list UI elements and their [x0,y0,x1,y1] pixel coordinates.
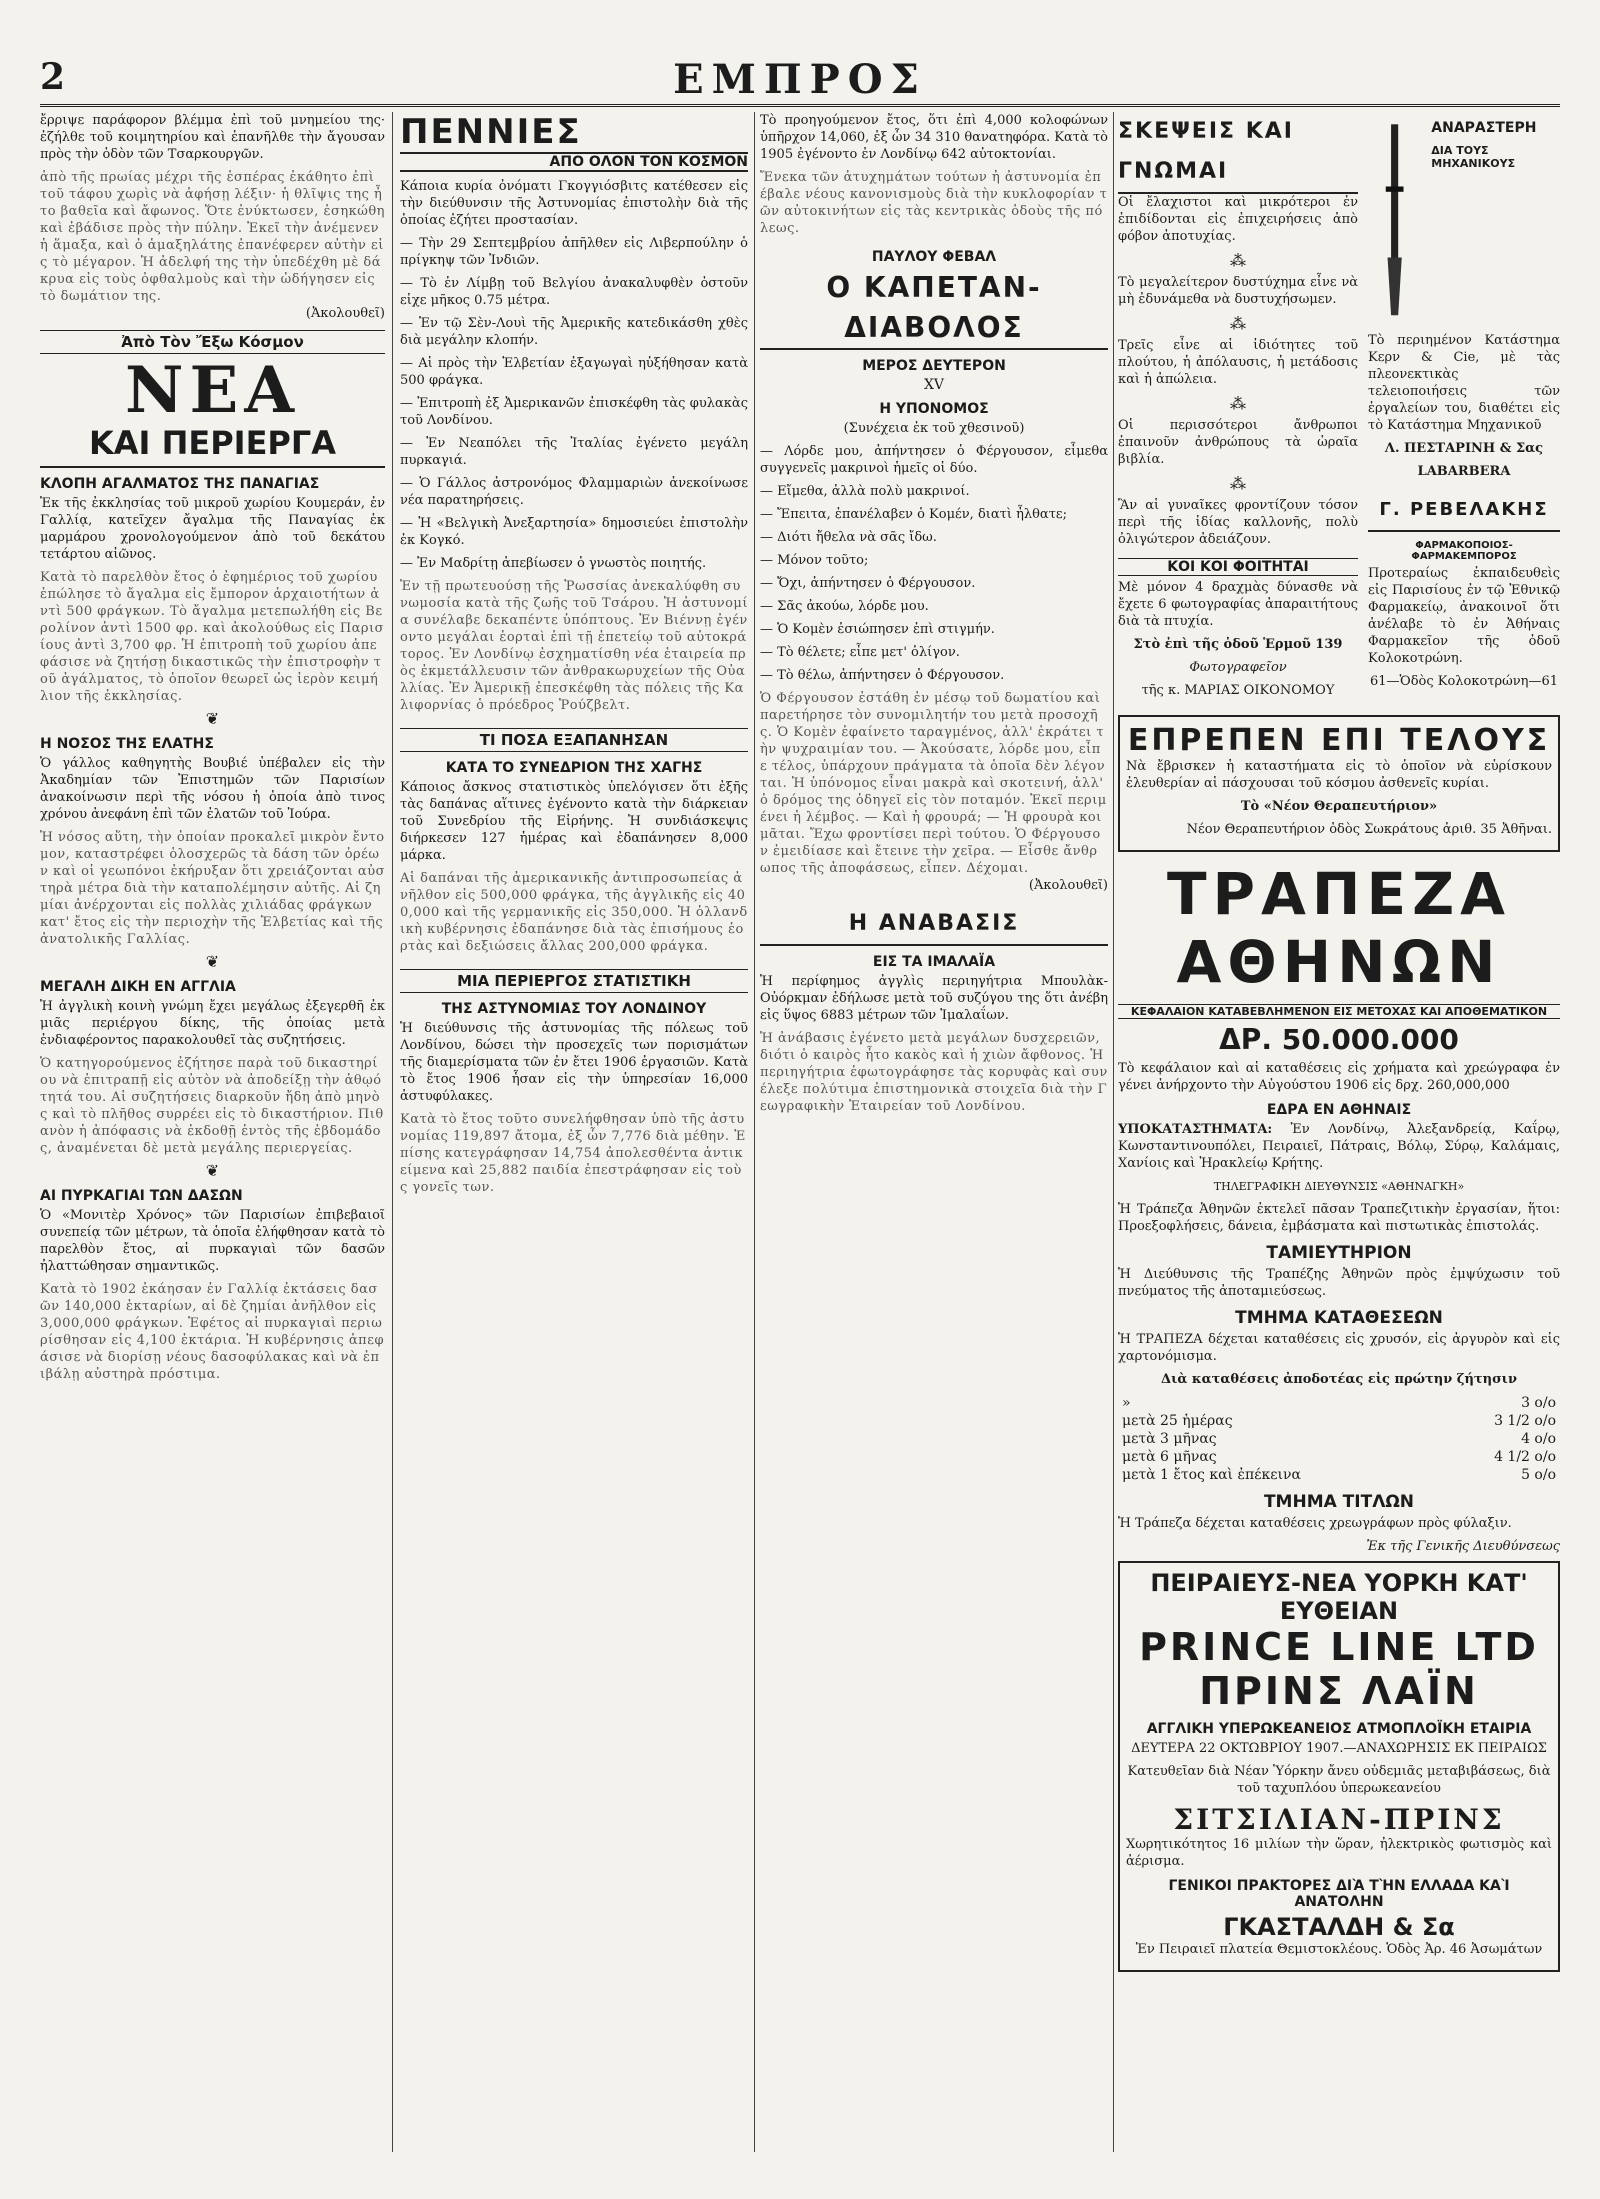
asterism-icon: ⁂ [1230,394,1246,413]
column-rule [754,112,755,2152]
dialogue-line: — Ὁ Κομὲν ἐσιώπησεν ἐπὶ στιγμήν. [760,622,995,637]
section-subheading: ΑΠΟ ΟΛΟΝ ΤΟΝ ΚΟΣΜΟΝ [400,154,748,172]
table-row: μετὰ 3 μῆνας 4 ο/ο [1122,1431,1556,1447]
lead-text: Τὸ προηγούμενον ἔτος, ὅτι ἐπὶ 4,000 κολοφώνων ὑπῆρχον 14,060, ἐξ ὧν 34 310 θανατηφόρα. Κατὰ τὸ 1905 ἐγένοντο ἐν Λονδίνῳ 642 αὐτοκτονίαι. [760,113,1108,162]
ornament-icon: ❦ [205,952,220,971]
ship-text: Χωρητικότητος 16 μιλίων τὴν ὥραν, ἠλεκτρικὸς φωτισμὸς καὶ ἀέρισμα. [1126,1837,1552,1869]
clinic-name: Τὸ «Νέον Θεραπευτήριον» [1240,799,1438,814]
table-row: μετὰ 6 μῆνας 4 1/2 ο/ο [1122,1449,1556,1465]
dialogue-line: — Λόρδε μου, ἀπήντησεν ὁ Φέργουσον, εἶμεθα συγγενεῖς μακρινοὶ ἡμεῖς οἱ δύο. [760,444,1108,476]
column-4 [1118,112,1560,2162]
column-1 [40,112,385,2162]
news-item: — Αἱ πρὸς τὴν Ἑλβετίαν ἐξαγωγαὶ ηὐξήθησαν κατὰ 500 φράγκα. [400,356,748,388]
item-heading: ΜΕΓΑΛΗ ΔΙΚΗ ΕΝ ΑΓΓΛΙΑ [40,979,236,995]
line-date: ΔΕΥΤΕΡΑ 22 ΟΚΤΩΒΡΙΟΥ 1907.—ΑΝΑΧΩΡΗΣΙΣ ΕΚ ΠΕΙΡΑΙΩΣ [1131,1741,1547,1756]
thoughts-heading: ΣΚΕΨΕΙΣ ΚΑΙ ΓΝΩΜΑΙ [1118,112,1358,194]
column-rule [392,112,393,2152]
rates-label: Διὰ καταθέσεις ἀποδοτέας εἰς πρώτην ζήτησιν [1161,1372,1517,1387]
dialogue-line: — Μόνον τοῦτο; [760,553,869,568]
titles-sign: Ἐκ τῆς Γενικῆς Διευθύνσεως [1366,1539,1560,1554]
agents-name: ΓΚΑΣΤΑΛΔΗ & Σα [1223,1913,1455,1941]
thoughts-box [1118,112,1358,705]
bank-title: ΤΡΑΠΕΖΑ ΑΘΗΝΩΝ [1166,860,1512,996]
table-row: » 3 ο/ο [1122,1395,1556,1411]
asterism-icon: ⁂ [1230,314,1246,333]
section-heading: ΠΕΝΝΙΕΣ [400,112,748,154]
page-number: 2 [40,56,66,98]
section-subheading: ΤΗΣ ΑΣΤΥΝΟΜΙΑΣ ΤΟΥ ΛΟΝΔΙΝΟΥ [441,1001,707,1017]
ornament-icon: ❦ [205,1161,220,1180]
news-item: — Ἐπιτροπὴ ἐξ Ἀμερικανῶν ἐπισκέφθη τὰς φυλακὰς τοῦ Λονδίνου. [400,396,748,428]
savings-heading: ΤΑΜΙΕΥΤΗΡΙΟΝ [1266,1243,1412,1263]
author: ΠΑΥΛΟΥ ΦΕΒΑΛ [871,249,997,265]
news-item: — Ἡ «Βελγικὴ Ἀνεξαρτησία» δημοσιεύει ἐπιστολὴν ἐκ Κογκό. [400,516,748,548]
item-text: Ἡ ἀγγλικὴ κοινὴ γνώμη ἔχει μεγάλως ἐξεγερθῆ ἐκ μιᾶς περιέργου δίκης, τῆς ὁποίας μετὰ ἐνδιαφέροντος παρακολουθεῖ τὰς συζητήσεις. [40,999,385,1048]
column-rule [1113,112,1114,2152]
news-item: — Ἐν Νεαπόλει τῆς Ἰταλίας ἐγένετο μεγάλη πυρκαγιά. [400,436,748,468]
section-label: Ἀπὸ Τὸν Ἔξω Κόσμον [40,330,385,354]
item-heading: ΚΛΟΠΗ ΑΓΑΛΜΑΤΟΣ ΤΗΣ ΠΑΝΑΓΙΑΣ [40,476,320,492]
agents-address: Ἐν Πειραιεῖ πλατεία Θεμιστοκλέους. Ὁδὸς Ἀρ. 46 Ἀσωμάτων [1135,1942,1543,1957]
body-text: Ἔνεκα τῶν ἀτυχημάτων τούτων ἡ ἀστυνομία ἐπέβαλε νέους κανονισμοὺς διὰ τὴν κυκλοφορίαν τῶν αὐτοκινήτων εἰς τὰς κεντρικὰς ὁδοὺς τῆς πόλεως. [760,170,1108,236]
continued-note: (Ἀκολουθεῖ) [305,306,385,321]
novel-part: ΜΕΡΟΣ ΔΕΥΤΕΡΟΝ [862,358,1006,374]
continued-lead: ἔρριψε παράφορον βλέμμα ἐπὶ τοῦ μνημείου της· ἐζήλθε τοῦ κοιμητηρίου καὶ ἐπανῆλθε τὴν ἄγουσαν πρὸς τὴν ὁδὸν τῶν Τσαρκουργῶν. [40,113,385,162]
sub-heading: ΚΑΙ ΠΕΡΙΕΡΓΑ [40,424,385,468]
column-3 [760,112,1108,2162]
news-item: — Τὸ ἐν Λίμβῃ τοῦ Βελγίου ἀνακαλυφθὲν ὀστοῦν εἰχε μῆκος 0.75 μέτρα. [400,276,748,308]
line-route: Κατευθεῖαν διὰ Νέαν Ὑόρκην ἄνευ οὐδεμιᾶς μεταβιβάσεως, διὰ τοῦ ταχυπλόου ὑπερωκεανείου [1127,1764,1551,1796]
line-heading: ΠΕΙΡΑΙΕΥΣ-ΝΕΑ ΥΟΡΚΗ ΚΑΤ' ΕΥΘΕΙΑΝ [1150,1569,1528,1625]
news-item: — Ἐν Μαδρίτῃ ἀπεβίωσεν ὁ γνωστὸς ποιητής. [400,556,707,571]
bank-seat: ΕΔΡΑ ΕΝ ΑΘΗΝΑΙΣ [1266,1102,1412,1118]
chapter-title: Η ΥΠΟΝΟΜΟΣ [879,401,989,417]
dialogue-line: — Σᾶς ἀκούω, λόρδε μου. [760,599,929,614]
titles-text: Ἡ Τράπεζα δέχεται καταθέσεις χρεωγράφων πρὸς φύλαξιν. [1118,1516,1512,1531]
bank-branches: Ἐν Λονδίνῳ, Ἀλεξανδρείᾳ, Καΐρῳ, Κωνσταντινουπόλει, Πειραιεῖ, Πάτραις, Βόλῳ, Σύρῳ, Καλάμαις, Χανίοις καὶ Ἡρακλείῳ Κρήτης. [1118,1122,1560,1171]
section-subheading: ΕΙΣ ΤΑ ΙΜΑΛΑΪΑ [872,954,996,970]
shipping-ad [1118,1561,1560,1972]
dialogue-line: — Εἴμεθα, ἀλλὰ πολὺ μακρινοί. [760,484,970,499]
top-ads-row [1118,112,1560,705]
dialogue-line: — Ἔπειτα, ἐπανέλαβεν ὁ Κομέν, διατὶ ἦλθατε; [760,507,1068,522]
agents-heading: ΓΕΝΙΚΟΙ ΠΡΑΚΤΟΡΕΣ ΔΙᾺ ΤῊΝ ΕΛΛΑΔΑ ΚΑῚ ΑΝΑΤΟΛΗΝ [1168,1878,1510,1910]
savings-text: Ἡ Διεύθυνσις τῆς Τραπέζης Ἀθηνῶν πρὸς ἐμψύχωσιν τοῦ πνεύματος τῆς ἀποταμιεύσεως. [1118,1267,1560,1299]
big-heading: ΝΕΑ [125,353,300,428]
lead-text: Κάποια κυρία ὀνόματι Γκογγιόσβιτς κατέθεσεν εἰς τὴν διεύθυνσιν τῆς Ἀστυνομίας ἐπιστολὴν διὰ τῆς ὁποίας ἐζήτει προστασίαν. [400,179,748,228]
deposits-heading: ΤΜΗΜΑ ΚΑΤΑΘΕΣΕΩΝ [1235,1308,1443,1328]
pen-ad [1368,112,1560,705]
drafting-pen-icon [1368,112,1421,332]
pharmacy-subheading: ΦΑΡΜΑΚΟΠΟΙΟΣ-ΦΑΡΜΑΚΕΜΠΟΡΟΣ [1411,540,1517,562]
chapter-note: (Συνέχεια ἐκ τοῦ χθεσινοῦ) [843,421,1025,436]
section-text: Ἡ διεύθυνσις τῆς ἀστυνομίας τῆς πόλεως τοῦ Λονδίνου, δώσει τὴν προσεχεῖς των πορισμάτων τῆς διαμερίσματα τῶν ἐν ἔτει 1906 ἐργασιῶν. Κατὰ τὸ ἔτος 1906 ἧσαν εἰς τὴν ὑπηρεσίαν 16,000 ἀστυφύλακες. [400,1021,748,1104]
asterism-icon: ⁂ [1230,474,1246,493]
masthead [40,52,1560,107]
bank-capital: ΔΡ. 50.000.000 [1219,1023,1459,1056]
body-text: Ἡ ἀνάβασις ἐγένετο μετὰ μεγάλων δυσχερειῶν, διότι ὁ καιρὸς ἦτο κακὸς καὶ ἡ χιὼν ἄφθονος. Ἡ περιηγήτρια ἐφωτογράφησε τὰς κορυφὰς καὶ συνέλεξε πολύτιμα ἐπιστημονικὰ στοιχεῖα διὰ τὴν Γεωγραφικὴν Ἑταιρείαν τοῦ Λονδίνου. [760,1031,1108,1114]
line-name: PRINCE LINE LTD ΠΡΙΝΣ ΛΑΪΝ [1139,1625,1539,1713]
pharmacy-text: Προτεραίως ἐκπαιδευθεὶς εἰς Παρισίους ἐν τῷ Ἐθνικῷ Φαρμακείῳ, ἀνακοινοῖ ὅτι ἀνέλαβε τὸ ἐν Ἀθήναις Φαρμακεῖον τῆς ὁδοῦ Κολοκοτρώνη. [1368,566,1560,666]
thought: Οἱ περισσότεροι ἄνθρωποι ἐπαινοῦν ἀνθρώπους τὰ ὡραῖα βιβλία. [1118,418,1358,467]
body-text: Ὁ κατηγορούμενος ἐζήτησε παρὰ τοῦ δικαστηρίου νὰ ἐπιτραπῇ εἰς αὐτὸν νὰ ἀποδείξῃ τὴν ἀθῳότητά του. Αἱ συζητήσεις διαρκοῦν ἤδη ἀπὸ μηνὸς καὶ τὸ πλῆθος συρρέει εἰς τὸ δικαστήριον. Πιθανὸν ἡ ἀπόφασις νὰ ἐκδοθῇ ἐντὸς τῆς ἑβδομάδος, ἀναμένεται δὲ μετὰ μεγάλης περιεργείας. [40,1056,384,1156]
dialogue-line: — Διότι ἤθελα νὰ σᾶς ἴδω. [760,530,937,545]
section-text: Κάποιος ἄσκνος στατιστικὸς ὑπελόγισεν ὅτι ἐξῆς τὰς δαπάνας αἵτινες ἐγένοντο κατὰ τὴν διάρκειαν τοῦ Συνεδρίου τῆς Εἰρήνης. Ἡ συνδιάσκεψις διήρκεσεν 127 ἡμέρας καὶ ἐδαπάνησεν 8,000 μάρκα. [400,780,748,863]
pharmacy-heading: Γ. ΡΕΒΕΛΑΚΗΣ [1368,490,1560,532]
pen-dealer: Λ. ΠΕΣΤΑΡΙΝΗ & Σας [1384,441,1544,456]
body-text: Κατὰ τὸ ἔτος τοῦτο συνελήφθησαν ὑπὸ τῆς ἀστυνομίας 119,897 ἄτομα, ἐξ ὧν 7,776 διὰ μέθην. Ἐπίσης κατεγράφησαν 14,754 ἀπολεσθέντα ἀντικείμενα καὶ 25,882 παιδία ἐπεστράφησαν εἰς τοὺς γονεῖς των. [400,1112,746,1195]
clinic-text: Νὰ ἔβρισκεν ἡ καταστήματα εἰς τὸ ὁποῖον νὰ εὑρίσκουν ἐλευθερίαν αἱ πάσχουσαι τοῦ κόσμου ἀσθενεῖς κυρίαι. [1126,759,1552,791]
body-text: ἀπὸ τῆς πρωίας μέχρι τῆς ἑσπέρας ἐκάθητο ἐπὶ τοῦ τάφου χωρὶς νὰ ἀφήσῃ λέξιν· ἡ θλῖψις της ἦτο βαθεῖα καὶ ἄφωνος. Ὅτε ἐνύκτωσεν, ἐσηκώθη καὶ ἐβάδισε πρὸς τὴν πύλην. Ἐκεῖ τὴν ἀνέμενεν ἡ ἅμαξα, καὶ ὁ ἁμαξηλάτης ἐπανέφερεν αὐτὴν εἰς τὸ μέγαρον. Ἡ ἀδελφή της τὴν ὑπεδέχθη μὲ δάκρυα εἰς τοὺς ὀφθαλμοὺς καὶ τὴν ὡδήγησεν εἰς τὸ δωμάτιον της. [40,170,385,304]
item-text: Ὁ «Μονιτὲρ Χρόνος» τῶν Παρισίων ἐπιβεβαιοῖ συνεπείᾳ τῶν μέτρων, τὰ ὁποῖα ἐλήφθησαν κατὰ τὸ παρελθὸν ἔτος, αἱ πυρκαγιαὶ τῶν δασῶν ἠλαττώθησαν σημαντικῶς. [40,1208,385,1274]
body-text: Ἐν τῇ πρωτευούσῃ τῆς Ῥωσσίας ἀνεκαλύφθη συνωμοσία κατὰ τῆς ζωῆς τοῦ Τσάρου. Ἡ ἀστυνομία συνέλαβε δεκαπέντε ὑπόπτους. Ἐν Βιέννῃ ἐγένοντο μεγάλαι ἑορταὶ ἐπὶ τῇ ἐπετείῳ τοῦ αὐτοκράτορος. Ἐν Λονδίνῳ ἐσχηματίσθη νέα ἑταιρεία πρὸς ἐκμετάλλευσιν τῶν ἀνθρακωρυχείων τῆς Οὐαλλίας. Ἐν Ἀμερικῇ ἐπεσκέφθη τὰς πόλεις τῆς Καλιφορνίας ὁ πρόεδρος Ῥούζβελτ. [400,579,748,713]
bank-capital-label: ΚΕΦΑΛΑΙΟΝ ΚΑΤΑΒΕΒΛΗΜΕΝΟΝ ΕΙΣ ΜΕΤΟΧΑΣ ΚΑΙ ΑΠΟΘΕΜΑΤΙΚΟΝ [1118,1004,1560,1019]
clinic-title: ΕΠΡΕΠΕΝ ΕΠΙ ΤΕΛΟΥΣ [1127,723,1551,758]
clinic-ad [1118,715,1560,852]
thought: Τρεῖς εἶνε αἱ ἰδιότητες τοῦ πλούτου, ἡ ἀπόλαυσις, ἡ μετάδοσις καὶ ἡ ἀπώλεια. [1118,338,1358,387]
thought: Ἂν αἱ γυναῖκες φροντίζουν τόσον περὶ τῆς ἰδίας καλλονῆς, πολὺ ὀλιγώτερον ἀδειάζουν. [1118,498,1358,547]
news-item: — Ἐν τῷ Σὲν-Λουὶ τῆς Ἀμερικῆς κατεδικάσθη χθὲς διὰ μεγάλην κλοπήν. [400,316,748,348]
body-text: Αἱ δαπάναι τῆς ἀμερικανικῆς ἀντιπροσωπείας ἀνῆλθον εἰς 500,000 φράγκα, τῆς ἀγγλικῆς εἰς 400,000 καὶ τῆς γερμανικῆς εἰς 350,000. Ἡ ὁλλανδικὴ κυβέρνησις ἐδαπάνησε διὰ τὰς ἐπισήμους ἑορτὰς καὶ δεξιώσεις ἄλλας 200,000 φράγκα. [400,871,748,954]
news-item: — Τὴν 29 Σεπτεμβρίου ἀπῆλθεν εἰς Λιβερπούλην ὁ πρίγκηψ τῶν Ἰνδιῶν. [400,236,748,268]
dialogue-line: — Τὸ θέλετε; εἶπε μετ' ὀλίγον. [760,645,960,660]
table-row: μετὰ 25 ἡμέρας 3 1/2 ο/ο [1122,1413,1556,1429]
body-text: Ὁ Φέργουσον ἐστάθη ἐν μέσῳ τοῦ δωματίου καὶ παρετήρησε τὸν συνομιλητήν του μετὰ προσοχῆς. Ὁ Κομὲν ἐφαίνετο ταραγμένος, ἀλλ' ἐκράτει τὴν ψυχραιμίαν του. — Ἀκούσατε, λόρδε μου, εἶπε τέλος, ὑπάρχουν πράγματα τὰ ὁποῖα δὲν λέγονται. Ἡ ὑπόνομος εἶναι μακρὰ καὶ σκοτεινή, ἀλλ' ὁ δρόμος της ὁδηγεῖ εἰς τὸν ποταμόν. Ἐκεῖ περιμένει ἡ λέμβος. — Καὶ ἡ φρουρά; — Ἡ φρουρὰ κοιμᾶται. Ἔχω φροντίσει περὶ τούτου. Ὁ Φέργουσον ἐμειδίασε καὶ ἔτεινε τὴν χεῖρα. — Εἶσθε ἄνθρωπος τῆς ἀποφάσεως, εἶπεν. Δέχομαι. [760,691,1107,876]
pen-text: Τὸ περιημένον Κατάστημα Κερν & Cie, μὲ τὰς πλεονεκτικὰς τελειοποιήσεις τῶν ἐργαλείων του, διαθέτει εἰς τὸ Κατάστημα Μηχανικοῦ [1368,333,1560,433]
line-subheading: ΑΓΓΛΙΚΗ ΥΠΕΡΩΚΕΑΝΕΙΟΣ ΑΤΜΟΠΛΟΪΚΗ ΕΤΑΙΡΙΑ [1146,1721,1532,1737]
students-owner: τῆς κ. ΜΑΡΙΑΣ ΟΙΚΟΝΟΜΟΥ [1141,683,1335,698]
item-heading: ΑΙ ΠΥΡΚΑΓΙΑΙ ΤΩΝ ΔΑΣΩΝ [40,1188,243,1204]
rates-table [1118,1394,1560,1484]
clinic-address: Νέον Θεραπευτήριον ὁδὸς Σωκράτους ἀριθ. 35 Ἀθῆναι. [1186,822,1552,837]
continued-note: (Ἀκολουθεῖ) [1028,878,1108,893]
news-item: — Ὁ Γάλλος ἀστρονόμος Φλαμμαριὼν ἀνεκοίνωσε νέα παρατηρήσεις. [400,476,748,508]
students-text: Μὲ μόνον 4 δραχμὰς δύνασθε νὰ ἔχετε 6 φωτογραφίας ἀπαραιτήτους διὰ τὰ πτυχία. [1118,580,1358,629]
bank-telegraph: ΤΗΛΕΓΡΑΦΙΚΗ ΔΙΕΥΘΥΝΣΙΣ «ΑΘΗΝΑΓΚΗ» [1213,1180,1465,1193]
deposits-text: Ἡ ΤΡΑΠΕΖΑ δέχεται καταθέσεις εἰς χρυσόν, εἰς ἀργυρὸν καὶ εἰς χαρτονόμισμα. [1118,1332,1560,1364]
chapter-number: XV [923,377,945,393]
asterism-icon: ⁂ [1230,251,1246,270]
section-subheading: ΚΑΤΑ ΤΟ ΣΥΝΕΔΡΙΟΝ ΤΗΣ ΧΑΓΗΣ [445,760,703,776]
paper-title: ΕΜΠΡΟΣ [673,56,927,103]
body-text: Κατὰ τὸ 1902 ἐκάησαν ἐν Γαλλίᾳ ἐκτάσεις δασῶν 140,000 ἑκταρίων, αἱ δὲ ζημίαι ἀνῆλθον εἰς 3,000,000 φράγκων. Ἐφέτος αἱ πυρκαγιαὶ περιωρίσθησαν εἰς 4,100 ἑκτάρια. Ἡ κυβέρνησις ἀπεφάσισε νὰ διορίσῃ νέους δασοφύλακας καὶ νὰ ἐπιβάλῃ αὐστηρὰ πρόστιμα. [40,1282,385,1382]
dialogue-line: — Τὸ θέλω, ἀπήντησεν ὁ Φέργουσον. [760,668,1005,683]
item-text: Ἐκ τῆς ἐκκλησίας τοῦ μικροῦ χωρίου Κουμεράν, ἐν Γαλλίᾳ, κατεῖχεν ἄγαλμα τῆς Παναγίας ἐκ μαρμάρου χρονολογούμενον ἀπὸ τοῦ δεκάτου τετάρτου αἰῶνος. [40,496,385,562]
ship-name: ΣΙΤΣΙΛΙΑΝ-ΠΡΙΝΣ [1173,1803,1505,1836]
column-2 [400,112,748,2162]
pen-brand: LABARBERA [1417,464,1511,479]
students-address: Στὸ ἐπὶ τῆς ὁδοῦ Ἑρμοῦ 139 [1133,637,1343,652]
section-heading: ΜΙΑ ΠΕΡΙΕΡΓΟΣ ΣΤΑΤΙΣΤΙΚΗ [400,969,748,993]
item-text: Ὁ γάλλος καθηγητὴς Βουβιέ ὑπέβαλεν εἰς τὴν Ἀκαδημίαν τῶν Ἐπιστημῶν τῶν Παρισίων ἀνακοίνωσιν περὶ τῆς νόσου ἡ ὁποία ἀπὸ τινος χρόνου ἀνεφάνη ἐπὶ τῶν ἐλατῶν τοῦ Ἰούρα. [40,756,385,822]
ornament-icon: ❦ [205,709,220,728]
pen-subheading: ΔΙΑ ΤΟΥΣ ΜΗΧΑΝΙΚΟΥΣ [1431,144,1516,170]
section-text: Ἡ περίφημος ἀγγλὶς περιηγήτρια Μπουλὰκ-Οὐόρκμαν ἐδήλωσε μετὰ τοῦ συζύγου της ὅτι ἀνέβη εἰς ὕψος 6883 μέτρων τῶν Ἱμαλαΐων. [760,974,1108,1023]
bank-branches-label: ΥΠΟΚΑΤΑΣΤΗΜΑΤΑ: [1118,1122,1273,1137]
bank-deposits: Τὸ κεφάλαιον καὶ αἱ καταθέσεις εἰς χρήματα καὶ χρεώγραφα ἐν γένει ἀνήρχοντο τὴν Αὐγούστου 1906 εἰς δρχ. 260,000,000 [1118,1061,1560,1093]
item-heading: Η ΝΟΣΟΣ ΤΗΣ ΕΛΑΤΗΣ [40,736,214,752]
body-text: Κατὰ τὸ παρελθὸν ἔτος ὁ ἐφημέριος τοῦ χωρίου ἐπώλησε τὸ ἄγαλμα εἰς ἔμπορον ἀρχαιοτήτων ἀντὶ 500 φράγκων. Τὸ ἄγαλμα μετεπωλήθη εἰς Βερολίνον ἀντὶ 1500 φρ. καὶ ἀκολούθως εἰς Παρισίους ἀντὶ 3,700 φρ. Ἡ ἐπιτροπὴ τοῦ χωρίου ἀπεφάσισε νὰ ζητήσῃ δικαστικῶς τὴν ἐπιστροφὴν τοῦ ἀγάλματος, τὸ ὁποῖον θεωρεῖ ὡς ἱερὸν κειμήλιον τῆς ἐκκλησίας. [40,570,385,704]
pharmacy-address: 61—Ὁδὸς Κολοκοτρώνη—61 [1369,674,1558,689]
section-heading: Η ΑΝΑΒΑΣΙΣ [760,904,1108,946]
students-shop: Φωτογραφεῖον [1189,660,1287,675]
titles-heading: ΤΜΗΜΑ ΤΙΤΛΩΝ [1263,1492,1415,1512]
thought: Οἱ ἔλαχιστοι καὶ μικρότεροι ἐν ἐπιδίδονται εἰς ἐπιχειρήσεις ἀπὸ φόβον ἀποτυχίας. [1118,195,1358,244]
section-heading: ΤΙ ΠΟΣΑ ΕΞΑΠΑΝΗΣΑΝ [400,728,748,752]
table-row: μετὰ 1 ἔτος καὶ ἐπέκεινα 5 ο/ο [1122,1467,1556,1483]
pen-heading: ΑΝΑΡΑΣΤΕΡΗ [1431,120,1537,136]
thought: Τὸ μεγαλείτερον δυστύχημα εἶνε νὰ μὴ ἐδυνάμεθα νὰ δυστυχήσωμεν. [1118,275,1358,307]
bank-intro: Ἡ Τράπεζα Ἀθηνῶν ἐκτελεῖ πᾶσαν Τραπεζιτικὴν ἐργασίαν, ἥτοι: Προεξοφλήσεις, δάνεια, ἐμβάσματα καὶ πιστωτικὰς ἐπιστολάς. [1118,1202,1560,1234]
students-heading: ΚΟΙ ΚΟΙ ΦΟΙΤΗΤΑΙ [1118,558,1358,576]
dialogue-line: — Ὄχι, ἀπήντησεν ὁ Φέργουσον. [760,576,976,591]
body-text: Ἡ νόσος αὕτη, τὴν ὁποίαν προκαλεῖ μικρὸν ἔντομον, καταστρέφει ὁλοσχερῶς τὰ δάση τῶν ὀρέων καὶ οἱ γεωπόνοι ἐκήρυξαν ὅτι χρειάζονται αὐστηρὰ μέτρα διὰ τὴν καταπολέμησιν αὐτῆς. Αἱ ζημίαι ἀνέρχονται εἰς πολλὰς χιλιάδας φράγκων κατ' ἔτος εἰς τὴν περιοχὴν τῆς Ἑλβετίας καὶ τῆς ἀνατολικῆς Γαλλίας. [40,830,385,947]
novel-title: Ο ΚΑΠΕΤΑΝ-ΔΙΑΒΟΛΟΣ [760,268,1108,350]
